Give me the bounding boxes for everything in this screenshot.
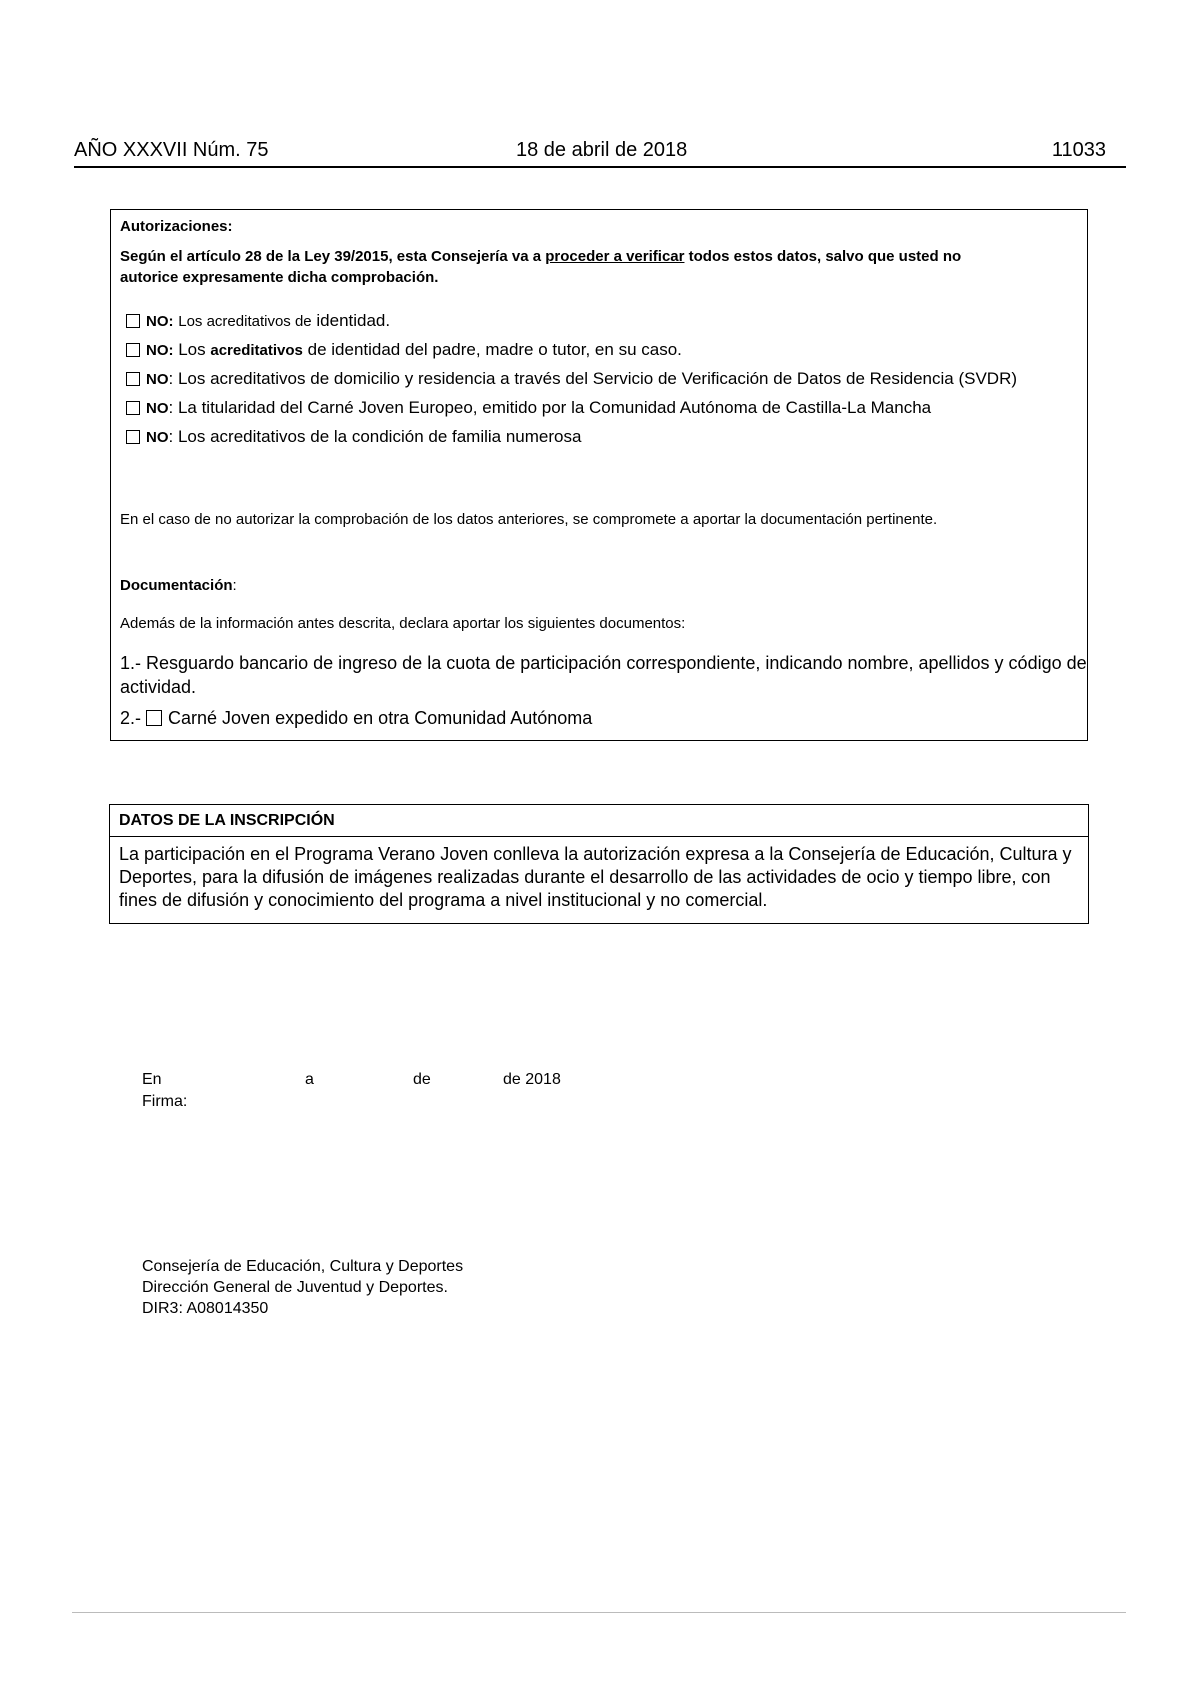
authorization-item-parent-identity[interactable]: NO: Los acreditativos de identidad del padre, madre o tutor, en su caso. [126,340,682,360]
authorizations-intro-line2: autorice expresamente dicha comprobación. [120,269,439,286]
authorization-item-identity[interactable]: NO: Los acreditativos de identidad. [126,311,390,331]
checkbox[interactable] [126,430,140,444]
page-number: 11033 [1051,139,1106,161]
bottom-divider [72,1612,1126,1613]
authorizations-section [110,209,1088,741]
document-1-line1: 1.- Resguardo bancario de ingreso de la cuota de participación correspondiente, indicando nombre, apellidos y código de [120,653,1087,673]
page-header [74,140,1126,168]
checkbox[interactable] [126,314,140,328]
authorization-item-residence[interactable]: NO: Los acreditativos de domicilio y residencia a través del Servicio de Verificación de Datos de Residencia (SVDR) [126,369,1017,389]
inscription-body: La participación en el Programa Verano Joven conlleva la autorización expresa a la Consejería de Educación, Cultura y Deportes, para la difusión de imágenes realizadas durante el desarrollo de las actividades de ocio y tiempo libre, con fines de difusión y conocimiento del programa a nivel institucional y no comercial. [119,844,1072,910]
no-authorization-note: En el caso de no autorizar la comprobación de los datos anteriores, se compromete a aportar la documentación pertinente. [120,511,938,528]
checkbox[interactable] [126,401,140,415]
signature-year-label: de 2018 [503,1071,561,1088]
document-1-line2: actividad. [120,677,197,697]
documentation-intro: Además de la información antes descrita, declara aportar los siguientes documentos: [120,615,686,632]
authorizations-title: Autorizaciones: [120,218,233,235]
checkbox[interactable] [126,343,140,357]
signature-place-label: En [142,1071,162,1088]
signature-firma-label: Firma: [142,1093,188,1110]
checkbox[interactable] [146,710,162,726]
document-2[interactable]: 2.- Carné Joven expedido en otra Comunidad Autónoma [120,708,593,728]
signature-day-label: a [305,1071,314,1088]
documentation-title: Documentación: [120,577,237,594]
signature-month-label: de [413,1071,431,1088]
authorization-item-large-family[interactable]: NO: Los acreditativos de la condición de familia numerosa [126,427,581,447]
authorization-item-carne-joven[interactable]: NO: La titularidad del Carné Joven Europeo, emitido por la Comunidad Autónoma de Castilla-La Mancha [126,398,931,418]
bulletin-issue: AÑO XXXVII Núm. 75 [74,139,269,161]
verify-underlined-text: proceder a verificar [545,248,685,265]
recipient-block: Consejería de Educación, Cultura y Deportes Dirección General de Juventud y Deportes. DIR3: A08014350 [142,1258,464,1317]
inscription-section [109,804,1089,924]
checkbox[interactable] [126,372,140,386]
authorizations-intro: Según el artículo 28 de la Ley 39/2015, esta Consejería va a proceder a verificar todos estos datos, salvo que usted no [120,248,962,265]
bulletin-date: 18 de abril de 2018 [516,139,688,161]
inscription-title: DATOS DE LA INSCRIPCIÓN [110,805,1088,837]
